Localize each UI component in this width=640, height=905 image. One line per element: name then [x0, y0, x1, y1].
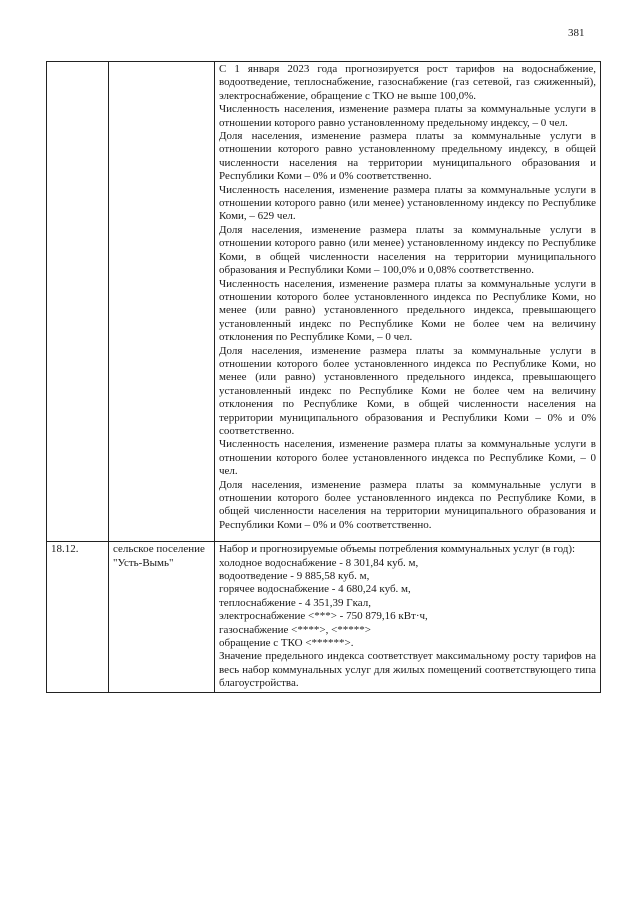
paragraph: горячее водоснабжение - 4 680,24 куб. м,: [219, 583, 411, 596]
paragraph: электроснабжение <***> - 750 879,16 кВт·ч,: [219, 610, 428, 623]
municipality-name-cell: [109, 62, 215, 542]
table-row: [47, 62, 601, 542]
paragraph: холодное водоснабжение - 8 301,84 куб. м,: [219, 556, 419, 569]
paragraph: Численность населения, изменение размера платы за коммунальные услуги в отношении которого равно (или менее) установленному индексу по Республике Коми, – 629 чел.: [219, 183, 596, 223]
paragraph: Доля населения, изменение размера платы за коммунальные услуги в отношении которого более установленного индекса по Республике Коми, но менее (или равно) установленного предельного индекса, превышающего установленный индекс по Республике Коми не более чем на величину отклонения по Республике Коми, в общей численности населения на территории муниципального образования и Республики Коми – 0% и 0% соответственно.: [219, 344, 596, 437]
paragraph: Численность населения, изменение размера платы за коммунальные услуги в отношении которого более установленного индекса по Республике Коми, но менее (или равно) установленного предельного индекса, превышающего установленный индекс по Республике Коми не более чем на величину отклонения по Республике Коми, – 0 чел.: [219, 277, 596, 344]
paragraph: Доля населения, изменение размера платы за коммунальные услуги в отношении которого равно (или менее) установленному индексу по Республике Коми, в общей численности населения на территории муниципального образования и Республики Коми – 100,0% и 0,08% соответственно.: [219, 223, 596, 277]
page-number: 381: [568, 27, 585, 39]
paragraph: газоснабжение <****>, <*****>: [219, 623, 371, 636]
paragraph: теплоснабжение - 4 351,39 Гкал,: [219, 596, 371, 609]
row-number-cell: 18.12.: [47, 542, 109, 692]
document-table: [46, 61, 601, 693]
paragraph: Значение предельного индекса соответствует максимальному росту тарифов на весь набор коммунальных услуг для жилых помещений соответствующего типа благоустройства.: [219, 650, 596, 690]
paragraph: Доля населения, изменение размера платы за коммунальные услуги в отношении которого равно установленному предельному индексу, в общей численности населения на территории муниципального образования и Республики Коми – 0% и 0% соответственно.: [219, 130, 596, 183]
paragraph: Численность населения, изменение размера платы за коммунальные услуги в отношении которого более установленного индекса по Республике Коми, – 0 чел.: [219, 438, 596, 478]
paragraph: обращение с ТКО <******>.: [219, 637, 354, 650]
description-cell: [215, 62, 601, 542]
table-row: [47, 542, 601, 692]
paragraph: С 1 января 2023 года прогнозируется рост тарифов на водоснабжение, водоотведение, теплоснабжение, газоснабжение (газ сетевой, газ сжиженный), электроснабжение, обращение с ТКО не выше 100,0%.: [219, 63, 596, 102]
paragraph: Доля населения, изменение размера платы за коммунальные услуги в отношении которого более установленного индекса по Республике Коми, в общей численности населения на территории муниципального образования и Республики Коми – 0% и 0% соответственно.: [219, 478, 596, 531]
paragraph: Набор и прогнозируемые объемы потребления коммунальных услуг (в год):: [219, 543, 576, 556]
paragraph: водоотведение - 9 885,58 куб. м,: [219, 570, 370, 583]
municipality-name-cell: сельское поселение "Усть-Вымь": [109, 542, 215, 692]
row-number-cell: [47, 62, 109, 542]
paragraph: Численность населения, изменение размера платы за коммунальные услуги в отношении которого равно установленному предельному индексу, – 0 чел.: [219, 103, 596, 129]
description-cell: [215, 542, 601, 692]
